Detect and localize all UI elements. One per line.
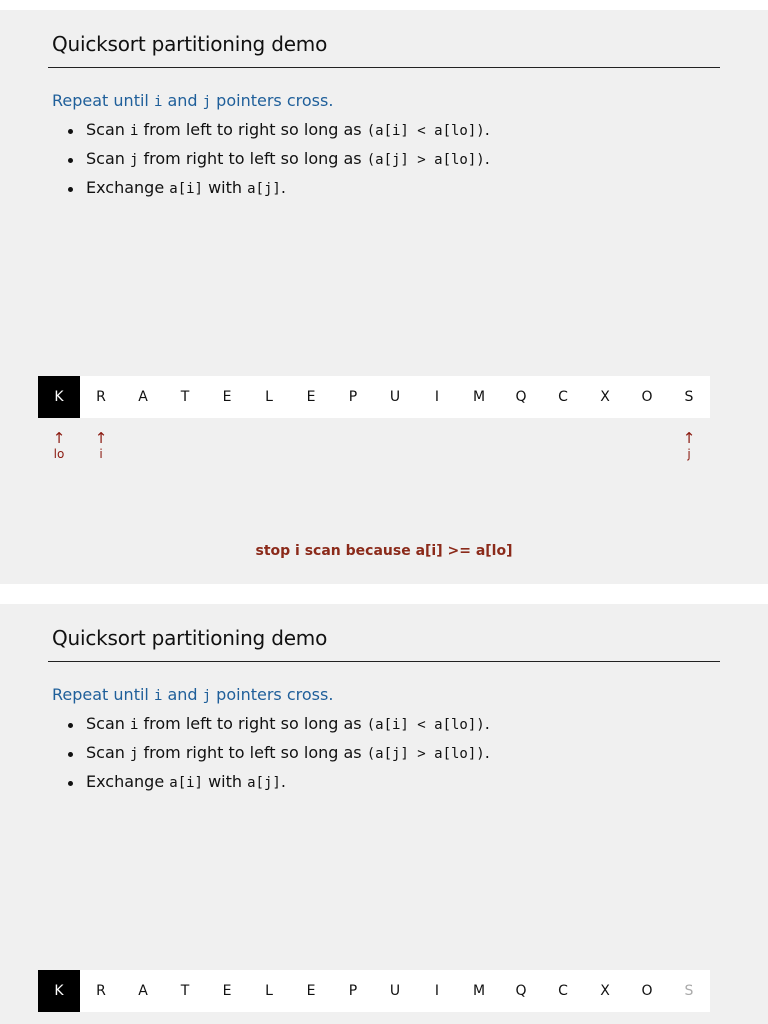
step-caption: stop i scan because a[i] >= a[lo]: [255, 543, 513, 559]
rule-text: with: [202, 772, 248, 791]
array-cell: E: [206, 970, 248, 1012]
bullet-icon: [68, 158, 73, 163]
rule-text: .: [484, 743, 490, 762]
bullet-icon: [68, 129, 73, 134]
array-cell: A: [122, 970, 164, 1012]
array-cell: L: [248, 376, 290, 418]
array-cell: U: [374, 376, 416, 418]
pointer-label: i: [99, 447, 103, 461]
array-cell: L: [248, 970, 290, 1012]
array-row: [38, 376, 710, 418]
rule-text: Scan: [86, 149, 130, 168]
array-cell: P: [332, 376, 374, 418]
title-divider: [48, 661, 720, 662]
array-cell: S: [668, 376, 710, 418]
rule-item: [66, 743, 490, 772]
intro-prefix: Repeat until: [52, 91, 154, 110]
bullet-icon: [68, 187, 73, 192]
pointer-label: lo: [53, 447, 65, 461]
array-cell: E: [290, 376, 332, 418]
intro-text: [52, 91, 333, 110]
rule-code: i: [129, 123, 139, 139]
rule-text: from right to left so long as: [138, 149, 367, 168]
array-cell: I: [416, 376, 458, 418]
slide-2: [0, 604, 768, 1024]
array-cell: E: [206, 376, 248, 418]
up-arrow-icon: ↑: [682, 429, 696, 447]
array-cell: O: [626, 376, 668, 418]
array-cell: R: [80, 376, 122, 418]
array-cell: U: [374, 970, 416, 1012]
rule-code: j: [129, 746, 139, 762]
intro-i: i: [153, 94, 163, 110]
rule-item: [66, 178, 490, 207]
title-divider: [48, 67, 720, 68]
array-cell: T: [164, 376, 206, 418]
rule-item: [66, 772, 490, 801]
array-cell: Q: [500, 376, 542, 418]
rule-code: a[i]: [169, 775, 203, 791]
slide-title: Quicksort partitioning demo: [52, 626, 328, 650]
pointer-label: j: [687, 447, 691, 461]
rule-code: a[j]: [247, 775, 281, 791]
up-arrow-icon: ↑: [52, 429, 66, 447]
slide-1: [0, 10, 768, 584]
bullet-icon: [68, 752, 73, 757]
array-cell: C: [542, 376, 584, 418]
array-cell: X: [584, 970, 626, 1012]
rule-text: from left to right so long as: [138, 120, 367, 139]
rule-text: .: [280, 178, 286, 197]
array-cell: Q: [500, 970, 542, 1012]
rule-text: from left to right so long as: [138, 714, 367, 733]
intro-j: j: [202, 94, 212, 110]
rule-code: i: [129, 717, 139, 733]
array-cell: R: [80, 970, 122, 1012]
array-cell: O: [626, 970, 668, 1012]
array-cell: T: [164, 970, 206, 1012]
rule-list: [66, 120, 490, 207]
intro-mid: and: [162, 685, 203, 704]
rule-list: [66, 714, 490, 801]
rule-code: (a[i] < a[lo]): [366, 123, 485, 139]
pivot-cell: K: [38, 970, 80, 1012]
intro-i: i: [153, 688, 163, 704]
intro-suffix: pointers cross.: [211, 91, 334, 110]
intro-j: j: [202, 688, 212, 704]
rule-text: .: [484, 714, 490, 733]
slide-title: Quicksort partitioning demo: [52, 32, 328, 56]
rule-text: Scan: [86, 714, 130, 733]
array-cell: M: [458, 376, 500, 418]
rule-item: [66, 120, 490, 149]
rule-text: with: [202, 178, 248, 197]
array-cell: E: [290, 970, 332, 1012]
rule-item: [66, 714, 490, 743]
pointer-j: [674, 430, 704, 461]
pointer-i: [86, 430, 116, 461]
pivot-cell: K: [38, 376, 80, 418]
rule-code: a[i]: [169, 181, 203, 197]
rule-text: .: [484, 120, 490, 139]
bullet-icon: [68, 723, 73, 728]
intro-text: [52, 685, 333, 704]
rule-code: (a[j] > a[lo]): [366, 746, 485, 762]
array-cell: C: [542, 970, 584, 1012]
up-arrow-icon: ↑: [94, 429, 108, 447]
rule-code: a[j]: [247, 181, 281, 197]
array-cell: M: [458, 970, 500, 1012]
array-cell: S: [668, 970, 710, 1012]
rule-text: .: [484, 149, 490, 168]
array-cell: I: [416, 970, 458, 1012]
intro-mid: and: [162, 91, 203, 110]
rule-text: .: [280, 772, 286, 791]
rule-code: j: [129, 152, 139, 168]
array-cell: X: [584, 376, 626, 418]
rule-text: Exchange: [86, 178, 170, 197]
bullet-icon: [68, 781, 73, 786]
rule-code: (a[i] < a[lo]): [366, 717, 485, 733]
rule-text: from right to left so long as: [138, 743, 367, 762]
array-row: [38, 970, 710, 1012]
pointer-lo: [44, 430, 74, 461]
rule-text: Exchange: [86, 772, 170, 791]
rule-item: [66, 149, 490, 178]
rule-text: Scan: [86, 743, 130, 762]
array-cell: A: [122, 376, 164, 418]
intro-prefix: Repeat until: [52, 685, 154, 704]
intro-suffix: pointers cross.: [211, 685, 334, 704]
rule-text: Scan: [86, 120, 130, 139]
array-cell: P: [332, 970, 374, 1012]
rule-code: (a[j] > a[lo]): [366, 152, 485, 168]
